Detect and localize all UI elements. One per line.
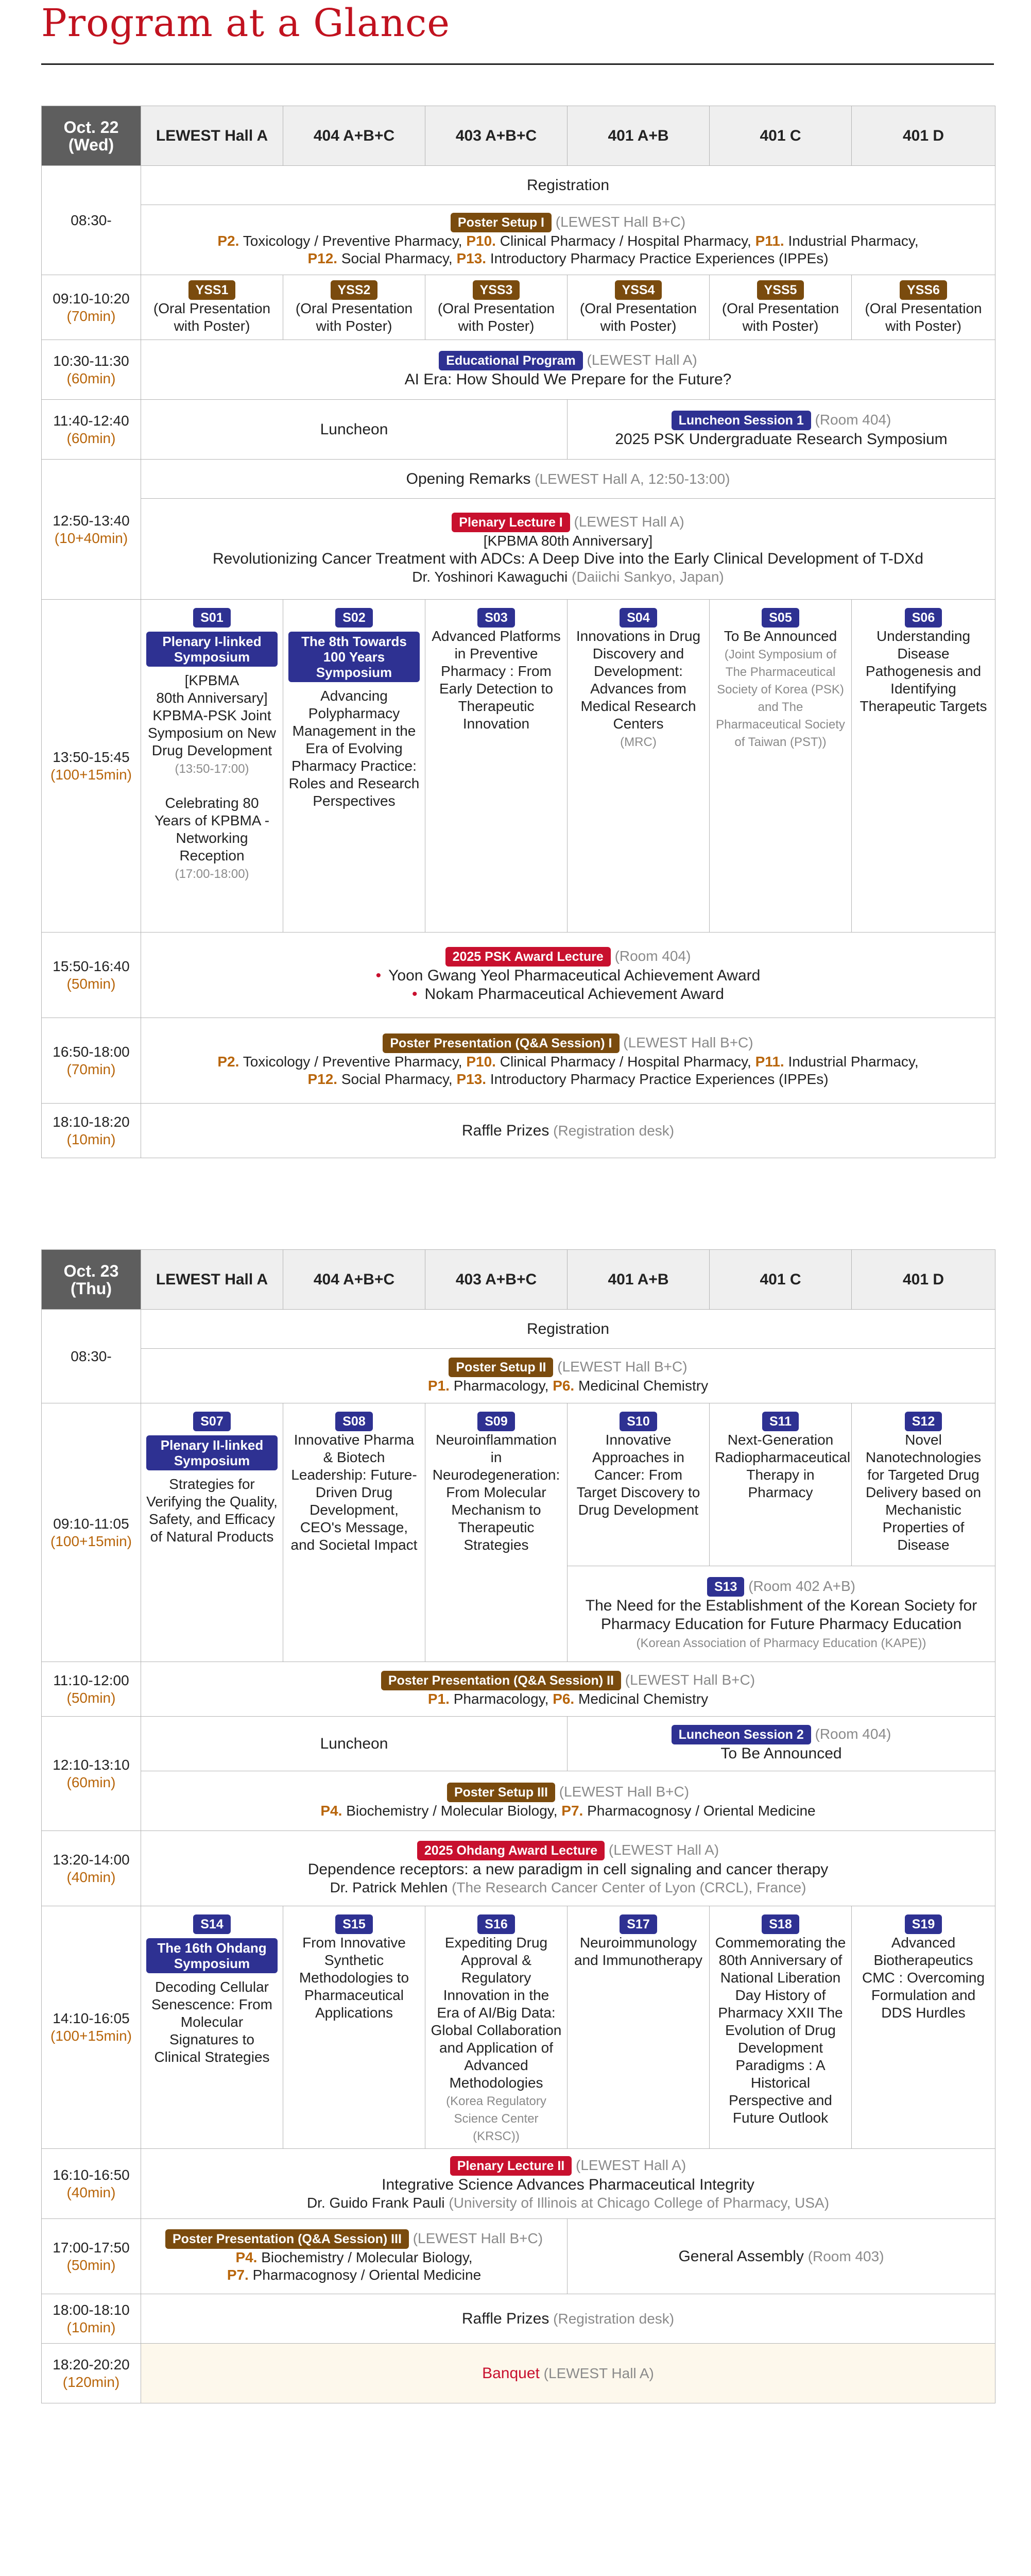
time: 10:30-11:30	[53, 352, 129, 369]
schedule-table-day2	[41, 1249, 995, 2403]
poster-presentation-cell	[141, 2219, 568, 2294]
time: 15:50-16:40	[53, 958, 130, 974]
symposium-cell	[852, 1403, 995, 1566]
yss-note: (Oral Presentation	[865, 300, 982, 316]
symposium-cell	[710, 1906, 852, 2149]
time-cell	[42, 2344, 141, 2403]
educational-program-badge: Educational Program	[439, 351, 582, 370]
symposium-cell	[710, 1403, 852, 1566]
duration: (40min)	[66, 2184, 116, 2200]
luncheon-session-cell	[568, 400, 995, 460]
speaker: Dr. Yoshinori Kawaguchi	[412, 568, 568, 585]
symposium-tag: [KPBMA	[184, 672, 239, 688]
symposium-cell	[283, 600, 425, 933]
symposium-cell	[283, 1906, 425, 2149]
duration: (120min)	[62, 2374, 120, 2390]
room-header: 404 A+B+C	[283, 1250, 425, 1310]
symposium-title: Commemorating the 80th Anniversary of National Liberation Day History of Pharmacy XXII The Evolution of Drug Development Paradigms : A Historical Perspective and Future Outlook	[715, 1935, 846, 2126]
time-cell	[42, 1403, 141, 1662]
affiliation: (The Research Cancer Center of Lyon (CRCL), France)	[452, 1879, 806, 1895]
registration: Registration	[526, 176, 610, 194]
symposium-title: Innovative Pharma & Biotech Leadership: Future-Driven Drug Development, CEO's Message, and Societal Impact	[290, 1432, 418, 1553]
plenary-lecture-badge: Plenary Lecture II	[450, 2156, 572, 2176]
duration: (50min)	[66, 2257, 116, 2273]
location: (LEWEST Hall B+C)	[413, 2230, 543, 2246]
poster-topic: Social Pharmacy,	[341, 250, 453, 266]
location: (LEWEST Hall B+C)	[559, 1783, 690, 1800]
time-cell	[42, 460, 141, 600]
speaker: Dr. Patrick Mehlen	[330, 1879, 448, 1895]
poster-topic: Social Pharmacy,	[341, 1071, 453, 1087]
location: (Registration desk)	[553, 1122, 675, 1139]
raffle-prizes: Raffle Prizes	[461, 2310, 549, 2327]
yss-note: (Oral Presentation	[295, 300, 413, 316]
affiliation: (Daiichi Sankyo, Japan)	[572, 568, 724, 585]
registration: Registration	[526, 1320, 610, 1337]
time: 18:00-18:10	[53, 2301, 130, 2318]
poster-code: P4.	[320, 1802, 342, 1819]
room-header: LEWEST Hall A	[141, 1250, 283, 1310]
time: 16:10-16:50	[53, 2166, 130, 2183]
location: (LEWEST Hall A)	[608, 1841, 719, 1858]
poster-code: P13.	[456, 250, 487, 266]
symposium-badge: S09	[477, 1412, 514, 1431]
symposium-badge: S07	[193, 1412, 230, 1431]
time-cell	[42, 400, 141, 460]
location: (Room 404)	[815, 411, 891, 428]
award-name: Nokam Pharmaceutical Achievement Award	[424, 985, 724, 1003]
poster-code: P6.	[553, 1690, 575, 1707]
symposium-cell	[568, 1403, 710, 1566]
poster-setup-badge: Poster Setup II	[449, 1358, 553, 1377]
raffle-cell	[141, 1104, 995, 1158]
symposium-title: Advanced Platforms in Preventive Pharmacy : From Early Detection to Therapeutic Innovation	[432, 628, 561, 732]
location: (LEWEST Hall B+C)	[555, 213, 686, 230]
award-item	[412, 986, 724, 1003]
award-lecture-badge: 2025 PSK Award Lecture	[445, 947, 611, 967]
banquet: Banquet	[482, 2364, 540, 2382]
symposium-title: Next-Generation Radiopharmaceutical Therapy in Pharmacy	[715, 1432, 851, 1500]
bullet-icon: •	[375, 967, 382, 984]
poster-setup-badge: Poster Setup III	[447, 1783, 555, 1802]
symposium-title: Innovations in Drug Discovery and Development: Advances from Medical Research Centers	[576, 628, 701, 732]
poster-setup-cell	[141, 1349, 995, 1403]
poster-code: P7.	[561, 1802, 583, 1819]
symposium-badge: S15	[335, 1914, 372, 1934]
duration: (10min)	[66, 2319, 116, 2335]
symposium-title: KPBMA-PSK Joint Symposium on New Drug Development	[148, 707, 276, 758]
poster-presentation-cell	[141, 1662, 995, 1717]
poster-presentation-badge: Poster Presentation (Q&A Session) III	[165, 2229, 409, 2249]
plenary-lecture-cell	[141, 499, 995, 600]
yss-note: with Poster)	[600, 317, 677, 334]
duration: (70min)	[66, 1061, 116, 1077]
time-cell	[42, 1906, 141, 2149]
lecture-tag: [KPBMA 80th Anniversary]	[483, 532, 653, 549]
duration: (100+15min)	[50, 2028, 132, 2044]
poster-topic: Medicinal Chemistry	[578, 1377, 709, 1394]
location: (Registration desk)	[553, 2310, 675, 2327]
symposium-cell	[568, 1906, 710, 2149]
symposium-note: (Korea Regulatory Science Center (KRSC))	[446, 2094, 546, 2143]
room-header: 403 A+B+C	[425, 106, 568, 166]
symposium-cell	[141, 1403, 283, 1662]
symposium-title: Expediting Drug Approval & Regulatory Innovation in the Era of AI/Big Data: Global Collaboration and Application of Advanced Methodologies	[431, 1935, 562, 2091]
yss-cell	[710, 275, 852, 340]
location: (Room 404)	[614, 947, 691, 964]
luncheon: Luncheon	[320, 420, 388, 438]
symposium-title: From Innovative Synthetic Methodologies to Pharmaceutical Applications	[299, 1935, 409, 2021]
time: 09:10-11:05	[53, 1515, 129, 1532]
location: (LEWEST Hall A, 12:50-13:00)	[535, 470, 730, 487]
title-rule	[41, 63, 994, 65]
affiliation: (University of Illinois at Chicago College of Pharmacy, USA)	[449, 2194, 830, 2211]
time-cell	[42, 166, 141, 275]
symposium-badge: S06	[905, 608, 942, 628]
room-header: 401 D	[852, 106, 995, 166]
symposium-cell	[425, 600, 568, 933]
poster-code: P10.	[466, 232, 496, 249]
symposium-badge: S16	[477, 1914, 514, 1934]
session-title: AI Era: How Should We Prepare for the Future?	[404, 370, 732, 388]
luncheon: Luncheon	[320, 1735, 388, 1752]
raffle-cell	[141, 2294, 995, 2344]
symposium-badge: S14	[193, 1914, 230, 1934]
duration: (60min)	[66, 1774, 116, 1790]
room-header: 401 A+B	[568, 1250, 710, 1310]
room-header: 404 A+B+C	[283, 106, 425, 166]
location: (LEWEST Hall A)	[587, 351, 697, 368]
registration-cell	[141, 166, 995, 205]
yss-note: (Oral Presentation	[579, 300, 697, 316]
day-label: Oct. 23 (Thu)	[42, 1250, 141, 1310]
poster-topic: Clinical Pharmacy / Hospital Pharmacy,	[500, 1053, 751, 1070]
symposium-badge: S04	[620, 608, 657, 628]
symposium-badge: S01	[193, 608, 230, 628]
time: 18:20-20:20	[53, 2356, 130, 2372]
yss-note: (Oral Presentation	[437, 300, 555, 316]
reception-title: Celebrating 80 Years of KPBMA - Networking Reception	[154, 795, 270, 863]
symposium-cell	[425, 1403, 568, 1662]
header-row	[42, 106, 995, 166]
yss-note: with Poster)	[458, 317, 535, 334]
location: (Room 404)	[815, 1725, 891, 1742]
poster-code: P10.	[466, 1053, 496, 1070]
yss-badge: YSS2	[331, 280, 378, 300]
location: (LEWEST Hall B+C)	[625, 1671, 755, 1688]
time-cell	[42, 600, 141, 933]
poster-code: P11.	[755, 232, 784, 249]
symposium-badge: S03	[477, 608, 514, 628]
luncheon-cell	[141, 400, 568, 460]
symposium-badge: S17	[620, 1914, 657, 1934]
symposium-cell	[852, 1906, 995, 2149]
location: (LEWEST Hall A)	[576, 2157, 686, 2173]
symposium-note: (Joint Symposium of The Pharmaceutical Society of Korea (PSK) and The Pharmaceutical Society of Taiwan (PST))	[716, 648, 845, 749]
symposium-title: Novel Nanotechnologies for Targeted Drug Delivery based on Mechanistic Properties of Disease	[865, 1432, 982, 1553]
time: 08:30-	[71, 1348, 112, 1364]
poster-topic: Biochemistry / Molecular Biology,	[346, 1802, 558, 1819]
duration: (50min)	[66, 1689, 116, 1706]
symposium-type: The 16th Ohdang Symposium	[146, 1938, 278, 1973]
symposium-badge: S05	[762, 608, 799, 628]
duration: (10+40min)	[54, 530, 128, 546]
location: (LEWEST Hall B+C)	[623, 1034, 753, 1050]
symposium-title: Advanced Biotherapeutics CMC : Overcoming Formulation and DDS Hurdles	[862, 1935, 985, 2021]
symposium-title: Strategies for Verifying the Quality, Safety, and Efficacy of Natural Products	[146, 1476, 278, 1545]
time: 08:30-	[71, 212, 112, 228]
time-cell	[42, 1310, 141, 1403]
ohdang-award-lecture-cell	[141, 1831, 995, 1906]
header-row	[42, 1250, 995, 1310]
poster-code: P4.	[235, 2249, 257, 2265]
banquet-cell	[141, 2344, 995, 2403]
time-cell	[42, 275, 141, 340]
luncheon-session-cell	[568, 1717, 995, 1771]
time-cell	[42, 1104, 141, 1158]
time-cell	[42, 1662, 141, 1717]
yss-note: with Poster)	[885, 317, 961, 334]
poster-topic: Introductory Pharmacy Practice Experiences (IPPEs)	[490, 250, 829, 266]
duration: (10min)	[66, 1131, 116, 1147]
poster-presentation-cell	[141, 1018, 995, 1104]
poster-code: P13.	[456, 1071, 487, 1087]
time-cell	[42, 1717, 141, 1831]
symposium-title: Neuroimmunology and Immunotherapy	[574, 1935, 703, 1968]
time-cell	[42, 933, 141, 1018]
symposium-badge: S08	[335, 1412, 372, 1431]
opening-remarks: Opening Remarks	[406, 470, 531, 487]
duration: (40min)	[66, 1869, 116, 1885]
poster-topic: Toxicology / Preventive Pharmacy,	[243, 1053, 462, 1070]
poster-code: P12.	[307, 1071, 338, 1087]
raffle-prizes: Raffle Prizes	[461, 1122, 549, 1139]
time-cell	[42, 2219, 141, 2294]
duration: (60min)	[66, 370, 116, 386]
speaker: Dr. Guido Frank Pauli	[306, 2194, 445, 2211]
symposium-cell	[141, 1906, 283, 2149]
poster-code: P7.	[227, 2266, 249, 2283]
symposium-note: (MRC)	[620, 735, 657, 749]
time: 13:50-15:45	[53, 749, 130, 765]
poster-presentation-badge: Poster Presentation (Q&A Session) I	[383, 1033, 619, 1053]
yss-badge: YSS5	[757, 280, 804, 300]
time: 12:50-13:40	[53, 512, 130, 529]
yss-note: (Oral Presentation	[721, 300, 839, 316]
duration: (100+15min)	[50, 1533, 132, 1549]
lecture-title: Dependence receptors: a new paradigm in cell signaling and cancer therapy	[307, 1860, 829, 1878]
poster-setup-cell	[141, 205, 995, 275]
poster-topic: Pharmacognosy / Oriental Medicine	[252, 2266, 482, 2283]
plenary-lecture-badge: Plenary Lecture I	[452, 513, 570, 532]
time-cell	[42, 2294, 141, 2344]
yss-note: (Oral Presentation	[153, 300, 271, 316]
symposium-type: The 8th Towards 100 Years Symposium	[288, 632, 420, 682]
symposium-cell	[141, 600, 283, 933]
poster-code: P2.	[217, 232, 239, 249]
duration: (100+15min)	[50, 766, 132, 783]
award-item	[376, 967, 761, 984]
room-header: 401 C	[710, 1250, 852, 1310]
poster-topic: Industrial Pharmacy,	[788, 232, 919, 249]
session-title: 2025 PSK Undergraduate Research Symposium	[615, 430, 948, 448]
symposium-cell	[283, 1403, 425, 1662]
location: (LEWEST Hall B+C)	[557, 1358, 688, 1375]
award-lecture-cell	[141, 933, 995, 1018]
award-lecture-badge: 2025 Ohdang Award Lecture	[417, 1841, 605, 1860]
poster-topic: Biochemistry / Molecular Biology,	[261, 2249, 473, 2265]
time-cell	[42, 2149, 141, 2219]
educational-program-cell	[141, 340, 995, 400]
luncheon-session-badge: Luncheon Session 2	[672, 1725, 811, 1744]
yss-note: with Poster)	[316, 317, 392, 334]
symposium-badge: S13	[707, 1577, 744, 1597]
symposium-type: Plenary I-linked Symposium	[146, 632, 278, 667]
time-cell	[42, 1018, 141, 1104]
general-assembly-cell	[568, 2219, 995, 2294]
registration-cell	[141, 1310, 995, 1349]
symposium-cell	[425, 1906, 568, 2149]
symposium-cell	[710, 600, 852, 933]
symposium-title: Innovative Approaches in Cancer: From Target Discovery to Drug Development	[576, 1432, 700, 1518]
time: 09:10-10:20	[53, 290, 130, 307]
symposium-badge: S18	[762, 1914, 799, 1934]
symposium-badge: S11	[762, 1412, 799, 1431]
page-title: Program at a Glance	[41, 1, 451, 45]
yss-cell	[852, 275, 995, 340]
time-cell	[42, 340, 141, 400]
location: (Room 402 A+B)	[748, 1578, 856, 1594]
location: (LEWEST Hall A)	[574, 513, 684, 530]
poster-code: P1.	[427, 1377, 450, 1394]
time: 14:10-16:05	[53, 2010, 130, 2026]
symposium-note: (Korean Association of Pharmacy Education (KAPE))	[636, 1636, 926, 1650]
yss-note: with Poster)	[742, 317, 819, 334]
poster-code: P2.	[217, 1053, 239, 1070]
duration: (70min)	[66, 308, 116, 324]
poster-code: P1.	[427, 1690, 450, 1707]
room-header: 401 C	[710, 106, 852, 166]
poster-code: P6.	[553, 1377, 575, 1394]
yss-cell	[425, 275, 568, 340]
poster-topic: Pharmacognosy / Oriental Medicine	[587, 1802, 816, 1819]
duration: (60min)	[66, 430, 116, 446]
symposium-tag: 80th Anniversary]	[156, 690, 268, 706]
room-header: LEWEST Hall A	[141, 106, 283, 166]
time: 17:00-17:50	[53, 2239, 130, 2256]
yss-note: with Poster)	[174, 317, 250, 334]
symposium-cell	[568, 1566, 995, 1662]
poster-presentation-badge: Poster Presentation (Q&A Session) II	[381, 1671, 621, 1690]
symposium-title: Decoding Cellular Senescence: From Molecular Signatures to Clinical Strategies	[151, 1979, 272, 2065]
yss-badge: YSS3	[473, 280, 520, 300]
luncheon-session-badge: Luncheon Session 1	[672, 411, 811, 430]
yss-cell	[283, 275, 425, 340]
poster-code: P12.	[307, 250, 338, 266]
plenary-lecture-cell	[141, 2149, 995, 2219]
time: 11:10-12:00	[53, 1672, 129, 1688]
symposium-time: (13:50-17:00)	[175, 762, 249, 776]
symposium-title: To Be Announced	[724, 628, 837, 644]
yss-cell	[568, 275, 710, 340]
time-cell	[42, 1831, 141, 1906]
poster-code: P11.	[755, 1053, 784, 1070]
award-name: Yoon Gwang Yeol Pharmaceutical Achievement Award	[388, 967, 761, 984]
time: 18:10-18:20	[53, 1113, 130, 1130]
day-label: Oct. 22 (Wed)	[42, 106, 141, 166]
yss-badge: YSS1	[188, 280, 236, 300]
room-header: 401 A+B	[568, 106, 710, 166]
lecture-title: Integrative Science Advances Pharmaceutical Integrity	[382, 2176, 754, 2193]
symposium-badge: S19	[905, 1914, 942, 1934]
symposium-title: The Need for the Establishment of the Korean Society for Pharmacy Education for Future Pharmacy Education	[585, 1597, 977, 1633]
symposium-type: Plenary II-linked Symposium	[146, 1435, 278, 1470]
symposium-badge: S12	[905, 1412, 942, 1431]
schedule-table-day1	[41, 106, 995, 1158]
yss-cell	[141, 275, 283, 340]
poster-topic: Industrial Pharmacy,	[788, 1053, 919, 1070]
poster-topic: Toxicology / Preventive Pharmacy,	[243, 232, 462, 249]
location: (LEWEST Hall A)	[543, 2365, 654, 2381]
poster-topic: Pharmacology,	[453, 1377, 549, 1394]
session-title: To Be Announced	[720, 1744, 842, 1762]
symposium-title: Neuroinflammation in Neurodegeneration: From Molecular Mechanism to Therapeutic Strategies	[432, 1432, 560, 1553]
time: 13:20-14:00	[53, 1851, 130, 1868]
time: 12:10-13:10	[53, 1756, 130, 1773]
poster-setup-badge: Poster Setup I	[451, 213, 552, 232]
symposium-badge: S02	[335, 608, 372, 628]
poster-setup-cell	[141, 1771, 995, 1831]
symposium-title: Understanding Disease Pathogenesis and Identifying Therapeutic Targets	[860, 628, 987, 714]
symposium-cell	[568, 600, 710, 933]
poster-topic: Introductory Pharmacy Practice Experiences (IPPEs)	[490, 1071, 829, 1087]
opening-remarks-cell	[141, 460, 995, 499]
poster-topic: Medicinal Chemistry	[578, 1690, 709, 1707]
bullet-icon: •	[412, 985, 418, 1003]
reception-time: (17:00-18:00)	[175, 867, 249, 881]
poster-topic: Clinical Pharmacy / Hospital Pharmacy,	[500, 232, 751, 249]
general-assembly: General Assembly	[678, 2247, 804, 2265]
location: (Room 403)	[807, 2248, 884, 2264]
luncheon-cell	[141, 1717, 568, 1771]
symposium-cell	[852, 600, 995, 933]
lecture-title: Revolutionizing Cancer Treatment with ADCs: A Deep Dive into the Early Clinical Development of T-DXd	[212, 550, 924, 567]
duration: (50min)	[66, 975, 116, 992]
room-header: 403 A+B+C	[425, 1250, 568, 1310]
symposium-badge: S10	[620, 1412, 657, 1431]
yss-badge: YSS6	[900, 280, 947, 300]
yss-badge: YSS4	[615, 280, 662, 300]
poster-topic: Pharmacology,	[453, 1690, 549, 1707]
room-header: 401 D	[852, 1250, 995, 1310]
symposium-title: Advancing Polypharmacy Management in the Era of Evolving Pharmacy Practice: Roles and Research Perspectives	[288, 688, 420, 809]
time: 11:40-12:40	[53, 412, 129, 429]
time: 16:50-18:00	[53, 1043, 130, 1060]
